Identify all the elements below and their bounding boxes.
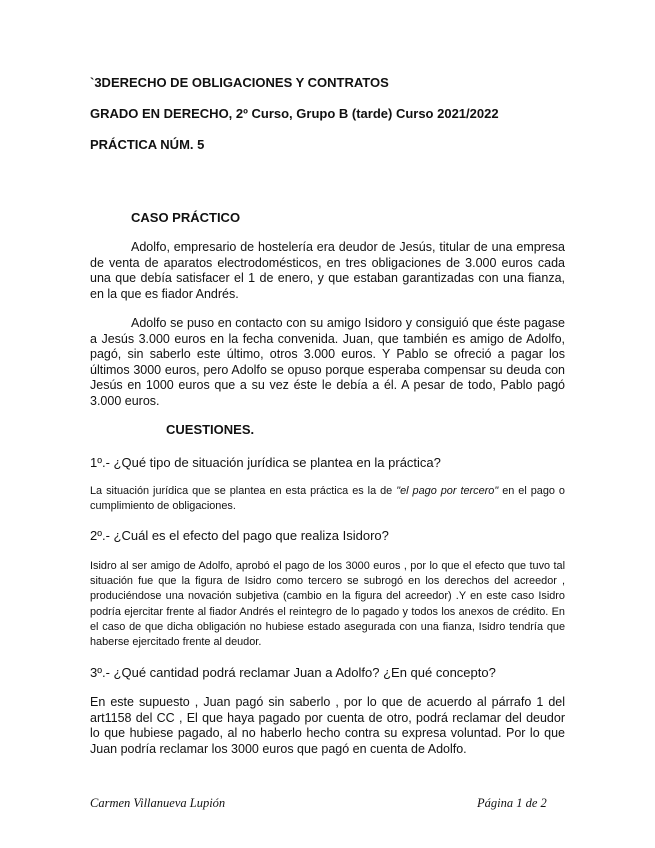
answer-3: En este supuesto , Juan pagó sin saberlo , por lo que de acuerdo al párrafo 1 del art1158 del CC , El que haya pagado por cuenta de otro, podrá reclamar del deudor lo que hubiese pagado, al no haberlo hecho contra su expresa voluntad. Por lo que Juan podría reclamar los 3000 euros que pagó en cuenta de Adolfo. bbox=[90, 695, 565, 756]
case-paragraph-1: Adolfo, empresario de hostelería era deudor de Jesús, titular de una empresa de venta de aparatos electrodomésticos, en tres obligaciones de 3.000 euros cada una que debía satisfacer el 1 de enero, y que estaban garantizadas con una fianza, en la que es fiador Andrés. bbox=[90, 240, 565, 301]
case-title: CASO PRÁCTICO bbox=[131, 210, 241, 225]
answer-1-emphasis: "el pago por tercero" bbox=[396, 485, 499, 497]
question-1: 1º.- ¿Qué tipo de situación jurídica se plantea en la práctica? bbox=[90, 455, 441, 470]
answer-1-text-end: en el pago o cumplimiento de obligaciones. bbox=[90, 485, 565, 513]
question-3: 3º.- ¿Qué cantidad podrá reclamar Juan a Adolfo? ¿En qué concepto? bbox=[90, 665, 496, 680]
answer-2: Isidro al ser amigo de Adolfo, aprobó el pago de los 3000 euros , por lo que el efecto que tuvo tal situación fue que la figura de Isidro como tercero se subrogó en los derechos del acreedor , produciéndose una novación subjetiva (cambio en la figura del acreedor) .Y en este caso Isidro podría ejercitar frente al fiador Andrés el reintegro de lo pagado y todos los anexos de crédito. En el caso de que dicha obligación no hubiese estado asegurada con una fianza, Isidro tendría que haberse ejercitado frente al deudor. bbox=[90, 560, 565, 649]
practice-number: PRÁCTICA NÚM. 5 bbox=[90, 137, 205, 152]
course-title: `3DERECHO DE OBLIGACIONES Y CONTRATOS bbox=[90, 75, 389, 90]
case-paragraph-2: Adolfo se puso en contacto con su amigo Isidoro y consiguió que éste pagase a Jesús 3.000 euros en la fecha convenida. Juan, que también es amigo de Adolfo, pagó, sin saberlo este último, otros 3.000 euros. Y Pablo se ofreció a pagar los últimos 3000 euros, pero Adolfo se opuso porque esperaba compensar su deuda con Jesús en 1000 euros que a su vez éste le debía a él. A pesar de todo, Pablo pagó 3.000 euros. bbox=[90, 316, 565, 408]
footer-author: Carmen Villanueva Lupión bbox=[90, 796, 226, 810]
questions-title: CUESTIONES. bbox=[166, 422, 255, 437]
question-2: 2º.- ¿Cuál es el efecto del pago que realiza Isidoro? bbox=[90, 528, 389, 543]
answer-1-text-start: La situación jurídica que se plantea en esta práctica es la de bbox=[90, 485, 397, 497]
footer-page-number: Página 1 de 2 bbox=[477, 796, 547, 810]
answer-1 bbox=[90, 484, 565, 514]
degree-line: GRADO EN DERECHO, 2º Curso, Grupo B (tarde) Curso 2021/2022 bbox=[90, 106, 499, 121]
